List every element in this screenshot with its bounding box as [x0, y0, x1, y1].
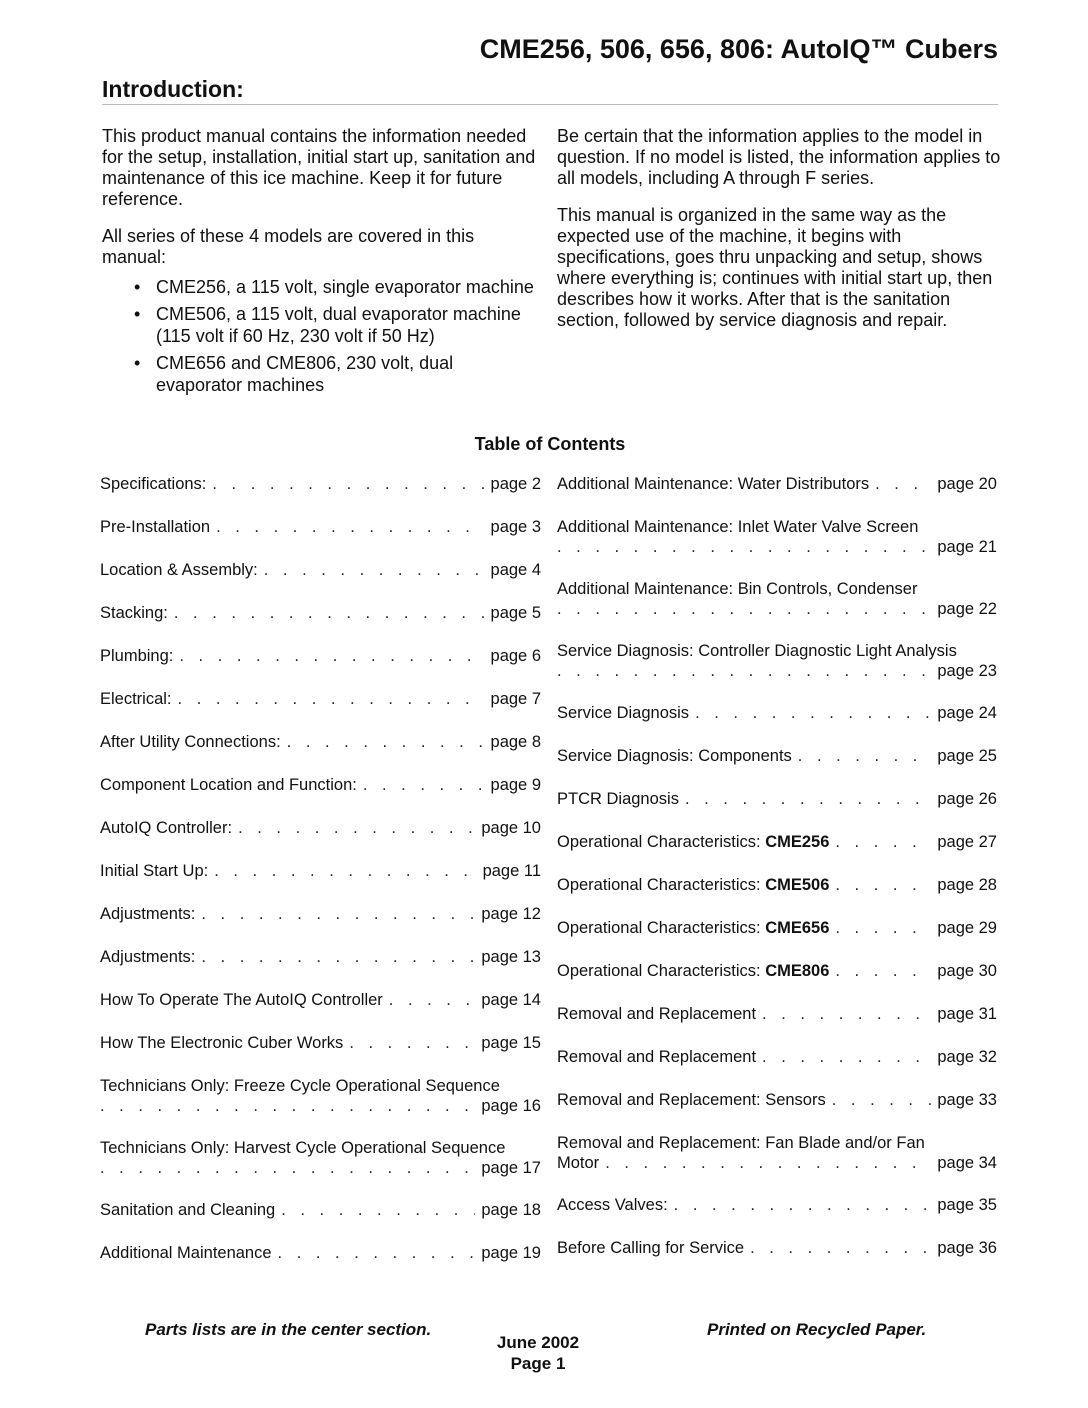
toc-entry-label — [557, 1238, 744, 1258]
dot-leader — [557, 599, 931, 619]
dot-leader — [264, 560, 485, 580]
dot-leader — [750, 1238, 931, 1258]
toc-entry-text: Service Diagnosis: Components — [557, 747, 792, 765]
toc-entry-label — [100, 474, 206, 494]
toc-entry[interactable] — [100, 1076, 541, 1116]
toc-entry-text: Sanitation and Cleaning — [100, 1201, 276, 1219]
toc-entry[interactable] — [557, 875, 997, 895]
toc-page-ref: page 3 — [490, 518, 541, 536]
toc-entry-label — [100, 818, 232, 838]
toc-entry-label — [100, 560, 258, 580]
toc-page-ref: page 32 — [937, 1048, 997, 1066]
toc-page-ref: page 7 — [490, 690, 541, 708]
toc-entry[interactable] — [100, 1033, 541, 1053]
dot-leader — [238, 818, 475, 838]
dot-leader — [762, 1047, 931, 1067]
toc-entry-text: Service Diagnosis — [557, 704, 690, 722]
toc-entry-text: Stacking: — [100, 604, 168, 622]
dot-leader — [212, 474, 484, 494]
toc-entry[interactable] — [100, 560, 541, 580]
section-heading-introduction: Introduction: — [102, 76, 244, 102]
toc-entry-label: Additional Maintenance: Bin Controls, Condenser — [557, 580, 918, 598]
dot-leader — [201, 947, 475, 967]
footer-date: June 2002 — [496, 1333, 580, 1352]
toc-entry-label — [100, 517, 210, 537]
toc-entry-text: Access Valves: — [557, 1196, 668, 1214]
toc-entry-label — [100, 990, 383, 1010]
toc-entry[interactable] — [557, 1090, 997, 1110]
toc-entry-label — [557, 875, 829, 895]
dot-leader — [875, 474, 931, 494]
toc-entry-text: Operational Characteristics: — [557, 919, 761, 937]
toc-entry-label — [557, 1195, 668, 1215]
toc-entry-label: Removal and Replacement: Fan Blade and/or Fan — [557, 1134, 925, 1152]
dot-leader — [174, 603, 485, 623]
toc-page-ref: page 17 — [481, 1159, 541, 1177]
toc-entry-label — [100, 1033, 343, 1053]
toc-entry-label — [557, 1047, 756, 1067]
toc-entry-label — [557, 703, 689, 723]
toc-entry[interactable] — [557, 1004, 997, 1024]
toc-page-ref: page 6 — [490, 647, 541, 665]
dot-leader — [178, 689, 485, 709]
toc-entry-label — [557, 961, 829, 981]
toc-entry-text: Additional Maintenance — [100, 1244, 272, 1262]
toc-page-ref: page 20 — [937, 475, 997, 493]
toc-title: Table of Contents — [474, 434, 626, 454]
toc-entry[interactable] — [100, 646, 541, 666]
dot-leader — [762, 1004, 931, 1024]
toc-entry-text: Additional Maintenance: Water Distributors — [557, 475, 870, 493]
toc-entry[interactable] — [557, 579, 997, 619]
dot-leader — [216, 517, 484, 537]
toc-entry[interactable] — [100, 1200, 541, 1220]
dot-leader — [201, 904, 475, 924]
toc-entry-text: Removal and Replacement — [557, 1048, 757, 1066]
toc-entry-text: Before Calling for Service — [557, 1239, 745, 1257]
toc-entry-label — [100, 1243, 272, 1263]
dot-leader — [281, 1200, 475, 1220]
toc-entry[interactable] — [100, 990, 541, 1010]
toc-entry-label-continued: Motor — [557, 1154, 600, 1172]
toc-left-column — [100, 474, 541, 1286]
toc-entry-model: CME506 — [765, 876, 830, 894]
dot-leader — [557, 661, 931, 681]
toc-entry[interactable] — [557, 961, 997, 981]
toc-page-ref: page 31 — [937, 1005, 997, 1023]
toc-entry-label — [100, 603, 168, 623]
toc-entry-label — [557, 1004, 756, 1024]
toc-entry[interactable] — [557, 1238, 997, 1258]
toc-entry[interactable] — [100, 947, 541, 967]
toc-entry-text: Removal and Replacement: Sensors — [557, 1091, 826, 1109]
toc-page-ref: page 13 — [481, 948, 541, 966]
toc-entry[interactable] — [557, 474, 997, 494]
dot-leader — [389, 990, 476, 1010]
dot-leader — [100, 1096, 475, 1116]
toc-entry-text: Electrical: — [100, 690, 172, 708]
toc-entry[interactable] — [557, 1047, 997, 1067]
intro-paragraph: This product manual contains the information needed for the setup, installation, initial start up, sanitation and maintenance of this ice machine. Keep it for future reference. — [102, 126, 536, 209]
toc-page-ref: page 33 — [937, 1091, 997, 1109]
toc-entry-text: Plumbing: — [100, 647, 174, 665]
toc-entry[interactable] — [100, 1243, 541, 1263]
toc-page-ref: page 22 — [937, 600, 997, 618]
intro-paragraph: This manual is organized in the same way as the expected use of the machine, it begins with specifications, goes thru unpacking and setup, shows where everything is; continues with initial start up, then describes how it works. After that is the sanitation section, followed by service diagnosis and repair. — [557, 205, 993, 330]
dot-leader — [287, 732, 485, 752]
dot-leader — [835, 832, 931, 852]
toc-entry-text: Operational Characteristics: — [557, 833, 761, 851]
toc-page-ref: page 2 — [490, 475, 541, 493]
toc-entry[interactable] — [557, 789, 997, 809]
toc-entry[interactable] — [100, 517, 541, 537]
footer-recycled-note: Printed on Recycled Paper. — [707, 1320, 927, 1339]
intro-paragraph: Be certain that the information applies to the model in question. If no model is listed, the information applies to all models, including A through F series. — [557, 126, 1001, 188]
toc-page-ref: page 23 — [937, 662, 997, 680]
toc-entry-label — [557, 746, 792, 766]
toc-page-ref: page 35 — [937, 1196, 997, 1214]
toc-entry-label — [557, 1090, 826, 1110]
dot-leader — [557, 537, 931, 557]
toc-entry-text: Specifications: — [100, 475, 207, 493]
toc-page-ref: page 19 — [481, 1244, 541, 1262]
intro-paragraph: All series of these 4 models are covered in this manual: — [102, 226, 475, 267]
toc-entry-label — [100, 1200, 275, 1220]
dot-leader — [835, 918, 931, 938]
toc-entry[interactable] — [100, 904, 541, 924]
toc-page-ref: page 4 — [490, 561, 541, 579]
toc-page-ref: page 34 — [937, 1154, 997, 1172]
toc-page-ref: page 30 — [937, 962, 997, 980]
toc-entry-label: Technicians Only: Freeze Cycle Operational Sequence — [100, 1077, 500, 1095]
page-number: Page 1 — [510, 1354, 566, 1373]
dot-leader — [605, 1153, 931, 1173]
intro-left-column — [102, 126, 542, 401]
toc-entry[interactable] — [557, 517, 997, 557]
toc-entry[interactable] — [557, 918, 997, 938]
toc-entry-label — [557, 474, 869, 494]
toc-entry[interactable] — [557, 746, 997, 766]
toc-entry-text: How To Operate The AutoIQ Controller — [100, 991, 383, 1009]
dot-leader — [214, 861, 476, 881]
toc-entry-label: Technicians Only: Harvest Cycle Operational Sequence — [100, 1139, 506, 1157]
toc-page-ref: page 24 — [937, 704, 997, 722]
dot-leader — [674, 1195, 932, 1215]
document-title: CME256, 506, 656, 806: AutoIQ™ Cubers — [479, 34, 998, 64]
toc-entry-text: PTCR Diagnosis — [557, 790, 679, 808]
toc-entry-label: Additional Maintenance: Inlet Water Valve Screen — [557, 518, 919, 536]
toc-page-ref: page 36 — [937, 1239, 997, 1257]
model-list — [102, 276, 542, 396]
toc-entry-text: Removal and Replacement — [557, 1005, 757, 1023]
model-list-item: • CME656 and CME806, 230 volt, dual evaporator machines — [156, 352, 542, 396]
toc-entry-text: Adjustments: — [100, 905, 196, 923]
toc-entry[interactable] — [100, 474, 541, 494]
toc-page-ref: page 21 — [937, 538, 997, 556]
toc-entry-text: Operational Characteristics: — [557, 962, 761, 980]
toc-entry[interactable] — [100, 689, 541, 709]
toc-entry-label — [100, 947, 195, 967]
toc-entry-model: CME656 — [765, 919, 830, 937]
toc-entry-text: After Utility Connections: — [100, 733, 281, 751]
toc-page-ref: page 14 — [481, 991, 541, 1009]
toc-entry-label — [100, 646, 173, 666]
toc-entry[interactable] — [557, 832, 997, 852]
toc-entry-label — [100, 861, 208, 881]
toc-page-ref: page 11 — [482, 862, 541, 880]
toc-entry-model: CME256 — [765, 833, 830, 851]
toc-entry-label — [100, 689, 172, 709]
dot-leader — [832, 1090, 932, 1110]
toc-page-ref: page 26 — [937, 790, 997, 808]
toc-entry[interactable] — [100, 603, 541, 623]
dot-leader — [349, 1033, 475, 1053]
dot-leader — [798, 746, 932, 766]
toc-page-ref: page 12 — [481, 905, 541, 923]
toc-entry-text: Adjustments: — [100, 948, 196, 966]
toc-entry[interactable] — [557, 641, 997, 681]
toc-entry[interactable] — [100, 818, 541, 838]
toc-page-ref: page 18 — [481, 1201, 541, 1219]
toc-entry-label — [557, 832, 829, 852]
toc-page-ref: page 8 — [490, 733, 541, 751]
model-list-item: • CME506, a 115 volt, dual evaporator machine (115 volt if 60 Hz, 230 volt if 50 Hz) — [156, 303, 542, 347]
toc-page-ref: page 25 — [937, 747, 997, 765]
toc-entry[interactable] — [100, 775, 541, 795]
toc-entry[interactable] — [557, 1195, 997, 1215]
toc-entry-model: CME806 — [765, 962, 830, 980]
dot-leader — [685, 789, 931, 809]
intro-right-column — [557, 126, 1002, 347]
toc-entry-text: AutoIQ Controller: — [100, 819, 233, 837]
dot-leader — [363, 775, 485, 795]
dot-leader — [835, 961, 931, 981]
toc-entry-text: Component Location and Function: — [100, 776, 357, 794]
toc-entry[interactable] — [557, 1133, 997, 1173]
toc-page-ref: page 9 — [490, 776, 541, 794]
footer-parts-note: Parts lists are in the center section. — [145, 1320, 432, 1339]
toc-entry[interactable] — [100, 732, 541, 752]
toc-page-ref: page 16 — [481, 1097, 541, 1115]
dot-leader — [278, 1243, 476, 1263]
toc-entry-label — [100, 775, 357, 795]
dot-leader — [695, 703, 931, 723]
toc-entry-text: Operational Characteristics: — [557, 876, 761, 894]
toc-entry-label — [100, 904, 195, 924]
toc-page-ref: page 28 — [937, 876, 997, 894]
toc-entry[interactable] — [100, 1138, 541, 1178]
heading-divider — [102, 104, 998, 105]
toc-page-ref: page 27 — [937, 833, 997, 851]
toc-entry[interactable] — [100, 861, 541, 881]
toc-page-ref: page 15 — [481, 1034, 541, 1052]
toc-entry-text: Pre-Installation — [100, 518, 211, 536]
toc-entry-text: Location & Assembly: — [100, 561, 258, 579]
toc-entry[interactable] — [557, 703, 997, 723]
dot-leader — [100, 1158, 475, 1178]
toc-entry-label — [557, 918, 829, 938]
toc-entry-text: How The Electronic Cuber Works — [100, 1034, 344, 1052]
dot-leader — [835, 875, 931, 895]
toc-right-column — [557, 474, 997, 1281]
toc-page-ref: page 5 — [490, 604, 541, 622]
dot-leader — [179, 646, 484, 666]
toc-entry-label — [557, 789, 679, 809]
toc-page-ref: page 29 — [937, 919, 997, 937]
toc-page-ref: page 10 — [481, 819, 541, 837]
toc-entry-label — [100, 732, 281, 752]
model-list-item: • CME256, a 115 volt, single evaporator machine — [156, 276, 542, 298]
toc-entry-label: Service Diagnosis: Controller Diagnostic Light Analysis — [557, 642, 957, 660]
toc-entry-text: Initial Start Up: — [100, 862, 209, 880]
